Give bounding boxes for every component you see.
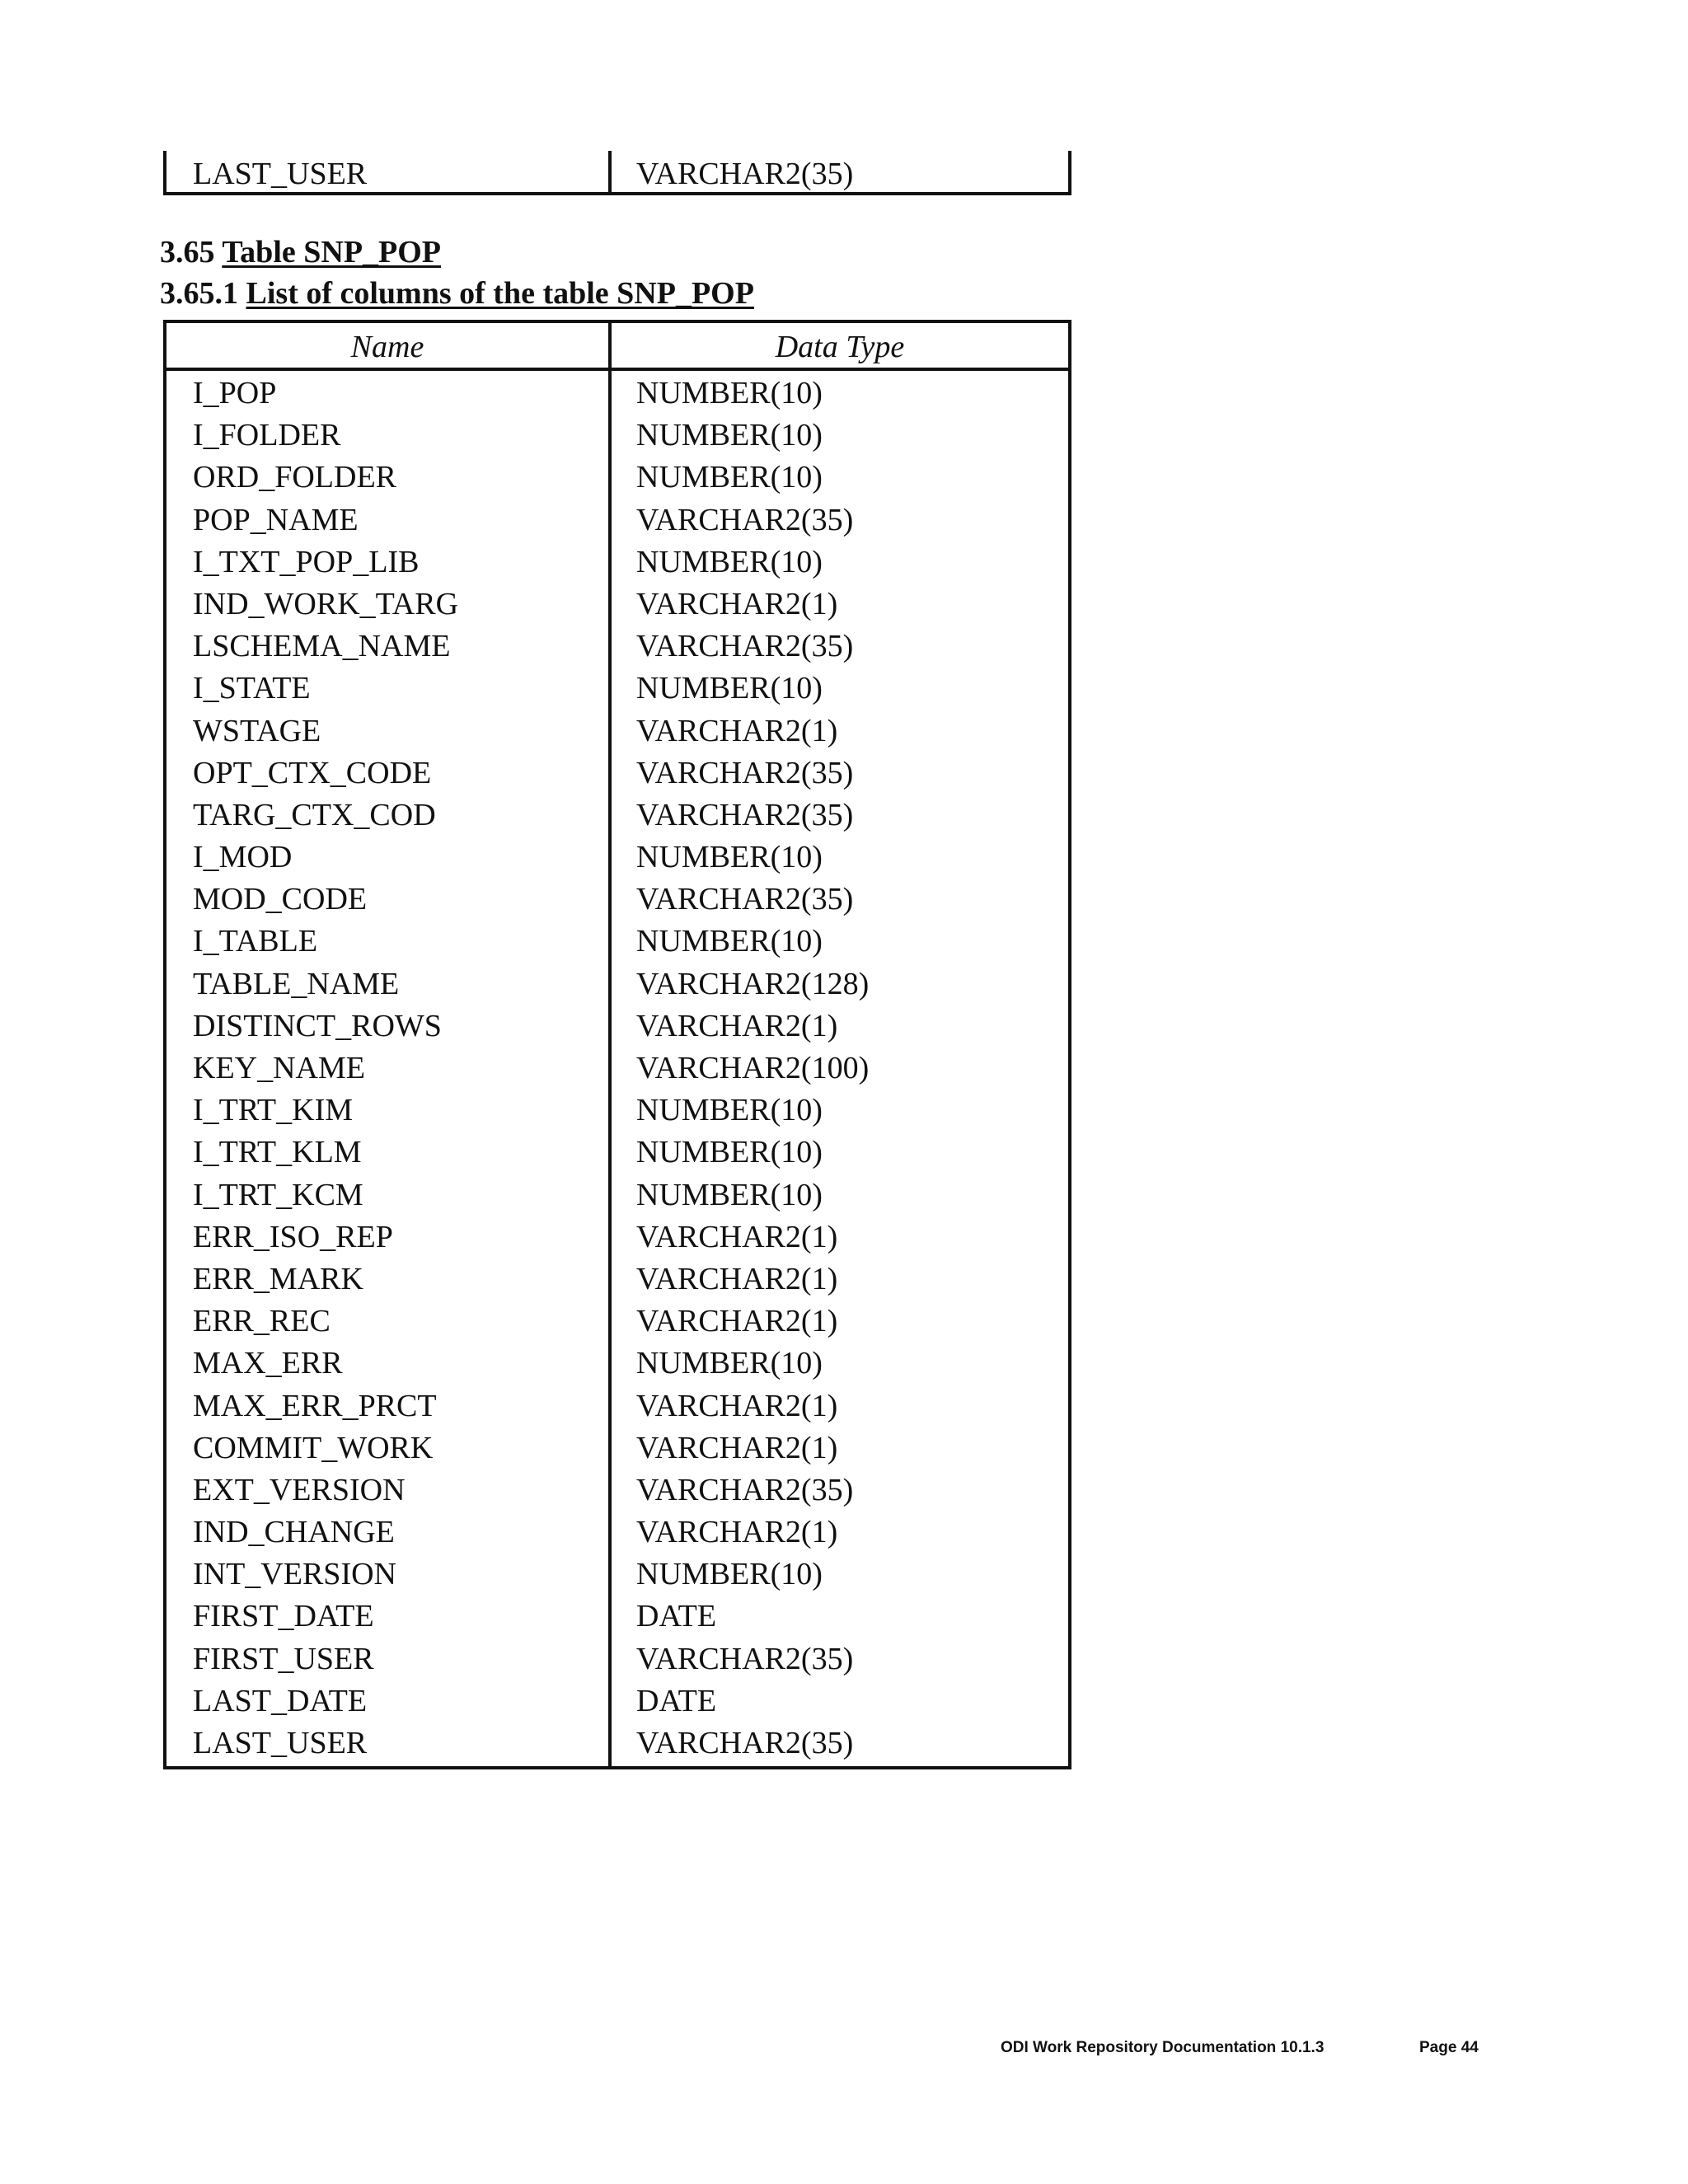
footer-page-number: Page 44 [1419, 2039, 1479, 2056]
subsection-title: List of columns of the table SNP_POP [246, 276, 754, 311]
data-type-cell: DATE [636, 1599, 717, 1634]
table-row [166, 794, 1068, 837]
data-type-cell: NUMBER(10) [636, 1557, 823, 1592]
column-name-cell: WSTAGE [193, 713, 321, 748]
column-name-cell: I_TRT_KIM [193, 1093, 354, 1128]
table-row [166, 1343, 1068, 1385]
data-type-cell: VARCHAR2(35) [636, 629, 854, 664]
column-name-cell: I_TRT_KLM [193, 1135, 362, 1170]
table-row [166, 668, 1068, 710]
table-row [166, 1722, 1068, 1765]
table-row [166, 626, 1068, 668]
data-type-cell: VARCHAR2(35) [636, 882, 854, 917]
table-row [166, 1047, 1068, 1090]
table-row [166, 457, 1068, 499]
column-name-cell: ORD_FOLDER [193, 460, 397, 495]
table-row [166, 1174, 1068, 1216]
table-row [166, 583, 1068, 626]
data-type-cell: DATE [636, 1683, 717, 1718]
carryover-column-type: VARCHAR2(35) [636, 157, 854, 191]
data-type-cell: NUMBER(10) [636, 1346, 823, 1381]
column-name-cell: IND_CHANGE [193, 1515, 395, 1550]
table-row [166, 1005, 1068, 1047]
table-row [166, 499, 1068, 541]
data-type-cell: VARCHAR2(1) [636, 586, 838, 621]
column-name-cell: DISTINCT_ROWS [193, 1008, 442, 1043]
column-name-cell: INT_VERSION [193, 1557, 396, 1592]
data-type-cell: VARCHAR2(1) [636, 1261, 838, 1296]
table-row [166, 1554, 1068, 1596]
section-number: 3.65 [160, 235, 215, 269]
data-type-cell: VARCHAR2(100) [636, 1051, 870, 1085]
table-row [166, 1638, 1068, 1680]
carryover-table-row [163, 151, 1071, 195]
table-row [166, 879, 1068, 921]
column-name-cell: ERR_ISO_REP [193, 1219, 393, 1254]
section-title: Table SNP_POP [222, 235, 442, 269]
table-row [166, 1385, 1068, 1427]
table-body [166, 371, 1068, 1766]
column-name-cell: TARG_CTX_COD [193, 797, 436, 832]
column-name-cell: I_FOLDER [193, 418, 341, 453]
carryover-column-name: LAST_USER [193, 157, 368, 191]
table-row [166, 1258, 1068, 1301]
data-type-cell: VARCHAR2(35) [636, 1726, 854, 1760]
column-name-cell: I_MOD [193, 840, 293, 875]
data-type-cell: NUMBER(10) [636, 544, 823, 579]
table-row [166, 1132, 1068, 1174]
table-row [166, 1427, 1068, 1469]
column-name-cell: I_TABLE [193, 924, 318, 959]
column-name-cell: ERR_MARK [193, 1261, 363, 1296]
data-type-cell: NUMBER(10) [636, 418, 823, 453]
column-name-cell: I_TXT_POP_LIB [193, 544, 420, 579]
data-type-cell: VARCHAR2(1) [636, 1304, 838, 1339]
column-name-cell: I_POP [193, 376, 277, 410]
column-name-cell: LAST_USER [193, 1726, 368, 1760]
column-name-cell: TABLE_NAME [193, 966, 400, 1001]
data-type-cell: VARCHAR2(1) [636, 1388, 838, 1423]
data-type-cell: NUMBER(10) [636, 460, 823, 495]
carryover-column-divider [608, 151, 612, 192]
data-type-cell: VARCHAR2(35) [636, 1472, 854, 1507]
table-row [166, 1216, 1068, 1258]
column-name-cell: MAX_ERR_PRCT [193, 1388, 437, 1423]
header-name: Name [350, 330, 424, 364]
data-type-cell: VARCHAR2(1) [636, 1430, 838, 1465]
table-row [166, 373, 1068, 415]
data-type-cell: VARCHAR2(1) [636, 1219, 838, 1254]
data-type-cell: NUMBER(10) [636, 671, 823, 706]
column-name-cell: EXT_VERSION [193, 1472, 406, 1507]
data-type-cell: NUMBER(10) [636, 376, 823, 410]
table-row [166, 963, 1068, 1005]
data-type-cell: NUMBER(10) [636, 1135, 823, 1170]
column-name-cell: OPT_CTX_CODE [193, 755, 432, 790]
table-row [166, 710, 1068, 752]
data-type-cell: NUMBER(10) [636, 1093, 823, 1128]
data-type-cell: VARCHAR2(128) [636, 966, 870, 1001]
table-header [166, 323, 1068, 371]
data-type-cell: VARCHAR2(1) [636, 713, 838, 748]
data-type-cell: VARCHAR2(35) [636, 1641, 854, 1676]
table-row [166, 752, 1068, 794]
column-name-cell: MOD_CODE [193, 882, 368, 917]
table-row [166, 921, 1068, 963]
table-row [166, 541, 1068, 583]
column-name-cell: COMMIT_WORK [193, 1430, 434, 1465]
column-name-cell: I_TRT_KCM [193, 1177, 363, 1212]
column-name-cell: IND_WORK_TARG [193, 586, 459, 621]
column-name-cell: LAST_DATE [193, 1683, 368, 1718]
column-name-cell: FIRST_USER [193, 1641, 374, 1676]
table-row [166, 1680, 1068, 1722]
data-type-cell: VARCHAR2(1) [636, 1008, 838, 1043]
table-row [166, 1090, 1068, 1132]
column-name-cell: POP_NAME [193, 502, 359, 537]
subsection-number: 3.65.1 [160, 276, 238, 311]
column-name-cell: FIRST_DATE [193, 1599, 374, 1634]
column-name-cell: I_STATE [193, 671, 311, 706]
header-data-type: Data Type [775, 330, 905, 364]
footer-document-title: ODI Work Repository Documentation 10.1.3 [1001, 2039, 1325, 2056]
column-name-cell: KEY_NAME [193, 1051, 365, 1085]
data-type-cell: VARCHAR2(35) [636, 502, 854, 537]
table-row [166, 1301, 1068, 1343]
data-type-cell: NUMBER(10) [636, 840, 823, 875]
column-name-cell: LSCHEMA_NAME [193, 629, 451, 664]
table-row [166, 837, 1068, 879]
column-name-cell: MAX_ERR [193, 1346, 343, 1381]
column-name-cell: ERR_REC [193, 1304, 331, 1339]
data-type-cell: VARCHAR2(35) [636, 755, 854, 790]
data-type-cell: VARCHAR2(1) [636, 1515, 838, 1550]
data-type-cell: NUMBER(10) [636, 924, 823, 959]
table-row [166, 1511, 1068, 1554]
data-type-cell: VARCHAR2(35) [636, 797, 854, 832]
table-row [166, 1469, 1068, 1511]
data-type-cell: NUMBER(10) [636, 1177, 823, 1212]
table-row [166, 1596, 1068, 1638]
subsection-heading [160, 275, 754, 312]
table-row [166, 415, 1068, 457]
section-heading [160, 234, 441, 270]
columns-table [163, 320, 1071, 1769]
